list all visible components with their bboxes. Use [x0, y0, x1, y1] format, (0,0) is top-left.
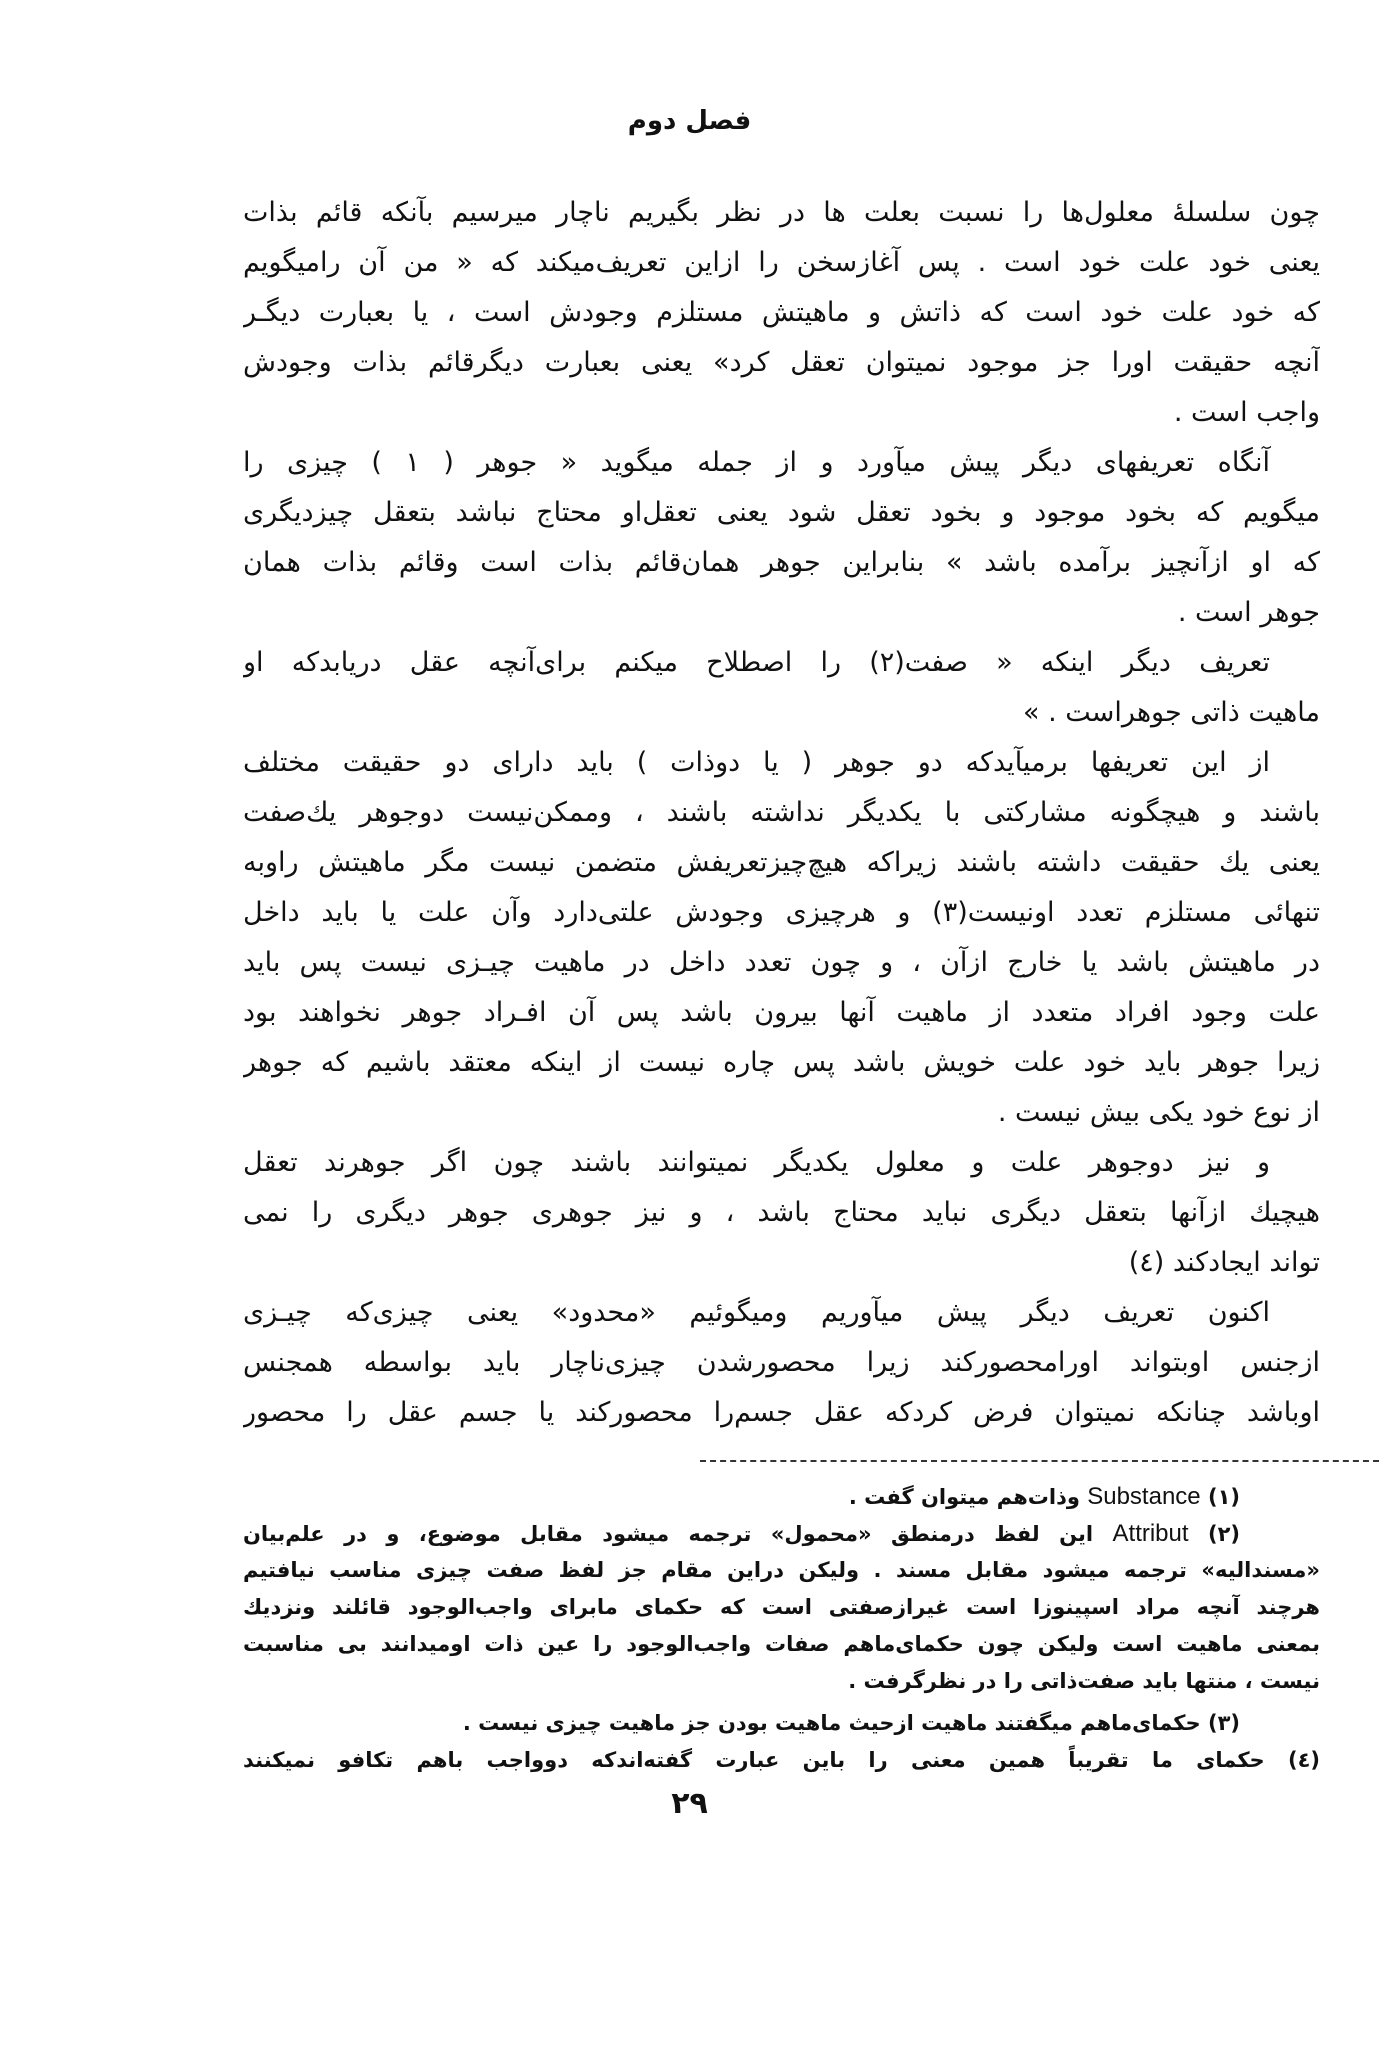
- footnote-term: Substance: [1087, 1483, 1201, 1510]
- footnote-line: [243, 1478, 1320, 1515]
- footnote-text: نیست ، منتها باید صفت‌ذاتی را در نظرگرفت .: [848, 1669, 1320, 1693]
- footnote-line: [243, 1663, 1320, 1700]
- text-line: چون سلسلهٔ معلول‌ها را نسبت بعلت ها در نظر بگیریم ناچار میرسیم بآنکه قائم بذات: [243, 197, 1320, 228]
- main-text: [243, 188, 1320, 1438]
- text-line: میگویم که بخود موجود و بخود تعقل شود یعنی تعقل‌او محتاج نباشد بتعقل چیزدیگری: [243, 497, 1320, 528]
- text-line: از این تعریفها برمیآیدکه دو جوهر ( یا دوذات ) باید دارای دو حقیقت مختلف: [243, 747, 1270, 778]
- chapter-title: فصل دوم: [627, 106, 752, 136]
- text-line: تواند ایجادکند (٤): [1128, 1247, 1320, 1278]
- text-line: آنگاه تعریفهای دیگر پیش میآورد و از جمله میگوید « جوهر ( ۱ ) چیزی را: [243, 447, 1270, 478]
- footnote-divider: [700, 1460, 1379, 1462]
- text-line: هیچیك ازآنها بتعقل دیگری نباید محتاج باشد ، و نیز جوهری جوهر دیگری را نمی: [243, 1197, 1320, 1228]
- text-line: واجب است .: [1173, 397, 1320, 428]
- footnotes: [243, 1478, 1320, 1779]
- footnote-line: [243, 1552, 1320, 1589]
- text-line: ازجنس اوبتواند اورامحصورکند زیرا محصورشدن چیزی‌ناچار باید بواسطه همجنس: [243, 1347, 1320, 1378]
- text-line: علت وجود افراد متعدد از ماهیت آنها بیرون باشد پس آن افـراد جوهر نخواهند بود: [243, 997, 1320, 1028]
- footnote-text: این لفظ درمنطق «محمول» ترجمه میشود مقابل موضوع، و در علم‌بیان: [243, 1522, 1094, 1546]
- text-line: آنچه حقیقت اورا جز موجود نمیتوان تعقل کرد» یعنی بعبارت دیگرقائم بذات وجودش: [243, 347, 1320, 378]
- text-line: ماهیت ذاتی جوهراست . »: [1023, 697, 1320, 728]
- page-number: ۲۹: [671, 1786, 708, 1821]
- text-line: باشند و هیچگونه مشارکتی با یکدیگر نداشته باشند ، وممکن‌نیست دوجوهر یك‌صفت: [243, 797, 1320, 828]
- text-line: تنهائی مستلزم تعدد اونیست(۳) و هرچیزی وجودش علتی‌دارد وآن علت یا باید داخل: [243, 897, 1320, 928]
- footnote-text: حکمای ما تقریباً همین معنی را باین عبارت گفته‌اندکه دوواجب باهم تکافو نمیکنند: [243, 1748, 1265, 1772]
- text-line: در ماهیتش باشد یا خارج ازآن ، و چون تعدد داخل در ماهیت چیـزی نیست پس باید: [243, 947, 1320, 978]
- footnote-number: (۳): [1207, 1711, 1240, 1735]
- text-line: از نوع خود یکی بیش نیست .: [997, 1097, 1320, 1128]
- footnote-term: Attribut: [1112, 1520, 1189, 1547]
- footnote-line: [243, 1589, 1320, 1626]
- text-line: یعنی یك حقیقت داشته باشند زیراکه هیچ‌چیزتعریفش متضمن نیست مگر ماهیتش راوبه: [243, 847, 1320, 878]
- text-line: زیرا جوهر باید خود علت خویش باشد پس چاره نیست از اینکه معتقد باشیم که جوهر: [243, 1047, 1320, 1078]
- text-line: که خود علت خود است که ذاتش و ماهیتش مستلزم وجودش است ، یا بعبارت دیگـر: [243, 297, 1320, 328]
- text-line: تعریف دیگر اینکه « صفت(۲) را اصطلاح میکنم برای‌آنچه عقل دریابدکه او: [243, 647, 1270, 678]
- text-line: یعنی خود علت خود است . پس آغازسخن را ازاین تعریف‌میکند که « من آن رامیگویم: [243, 247, 1320, 278]
- footnote-text: هرچند آنچه مراد اسپینوزا است غیرازصفتی است که حکمای مابرای واجب‌الوجود قائلند ونزدیك: [243, 1595, 1320, 1619]
- footnote-number: (۲): [1207, 1522, 1241, 1546]
- text-line: اوباشد چنانکه نمیتوان فرض کردکه عقل جسم‌را محصورکند یا جسم عقل را محصور: [243, 1397, 1320, 1428]
- footnote-line: [243, 1626, 1320, 1663]
- footnote-line: [243, 1742, 1320, 1779]
- footnote-line: [243, 1515, 1320, 1552]
- text-line: و نیز دوجوهر علت و معلول یکدیگر نمیتوانند باشند چون اگر جوهرند تعقل: [243, 1147, 1270, 1178]
- footnote-number: (۱): [1207, 1485, 1240, 1509]
- footnote-text: حکمای‌ماهم میگفتند ماهیت ازحیث ماهیت بودن جز ماهیت چیزی نیست .: [462, 1711, 1201, 1735]
- text-line: که او ازآنچیز برآمده باشد » بنابراین جوهر همان‌قائم بذات است وقائم بذات همان: [243, 547, 1320, 578]
- text-line: جوهر است .: [1177, 597, 1320, 628]
- footnote-text: بمعنی ماهیت است ولیکن چون حکمای‌ماهم صفات واجب‌الوجود را عین ذات اومیدانند بی مناسبت: [243, 1632, 1320, 1656]
- footnote-line: [243, 1705, 1320, 1742]
- text-line: اکنون تعریف دیگر پیش میآوریم ومیگوئیم «محدود» یعنی چیزی‌که چیـزی: [243, 1297, 1270, 1328]
- footnote-number: (٤): [1287, 1748, 1320, 1772]
- footnote-text: «مسندالیه» ترجمه میشود مقابل مسند . ولیکن دراین مقام جز لفظ صفت چیزی مناسب نیافتیم: [243, 1558, 1320, 1582]
- footnote-text: وذات‌هم میتوان گفت .: [848, 1485, 1080, 1509]
